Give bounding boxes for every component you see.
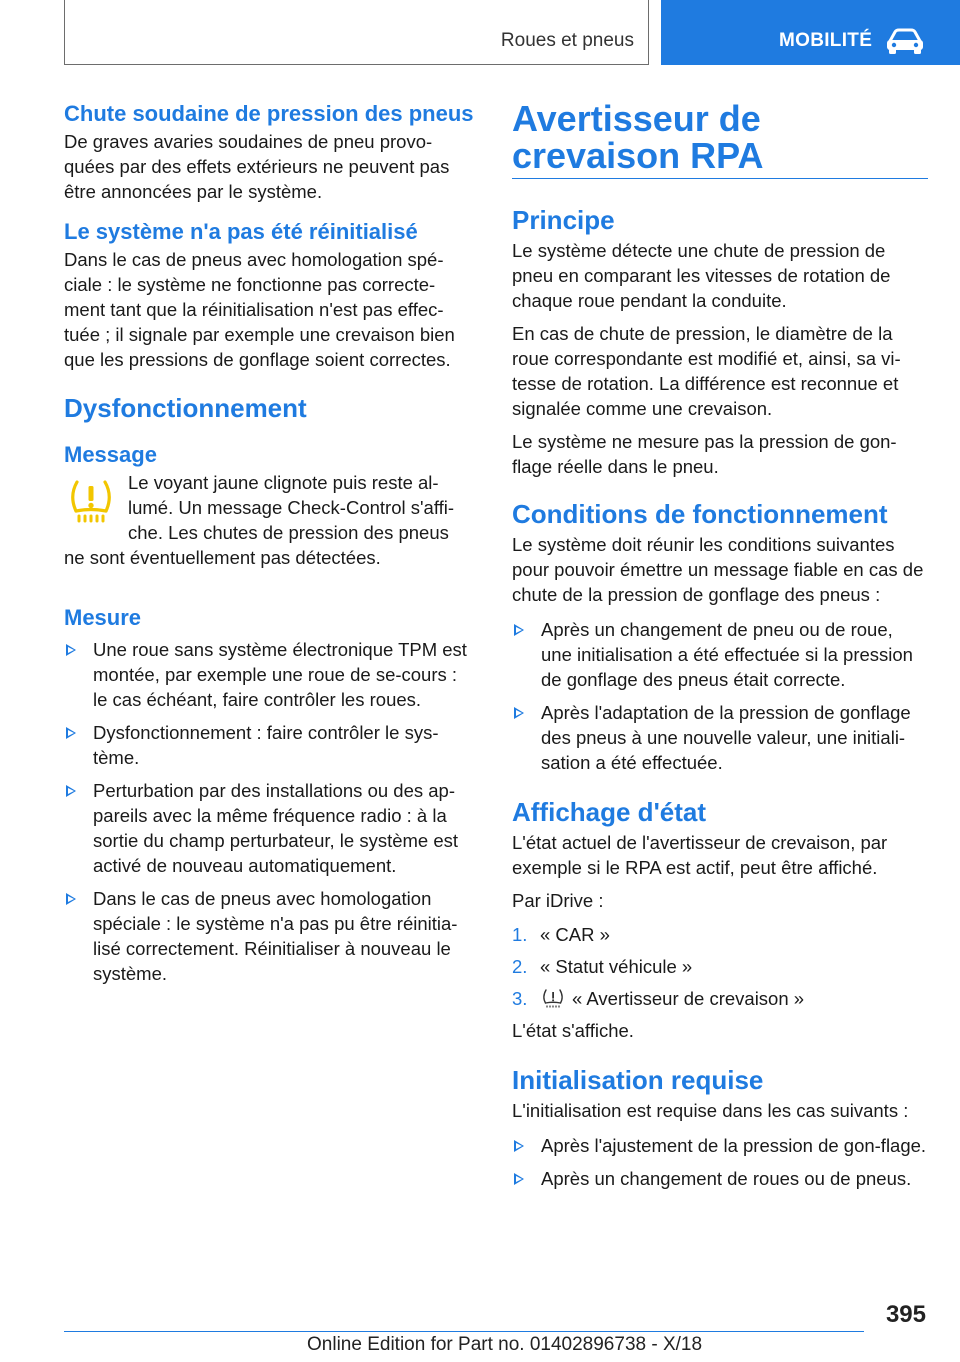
text-initialization-required: L'initialisation est requise dans les cas suivants : — [512, 1100, 909, 1121]
text-principle-3: Le système ne mesure pas la pression de gon-flage réelle dans le pneu. — [512, 431, 897, 477]
heading-message: Message — [64, 442, 157, 467]
message-line: che. Les chutes de pression des pneus — [128, 522, 449, 543]
heading-sudden-pressure-loss: Chute soudaine de pression des pneus — [64, 101, 474, 126]
heading-malfunction: Dysfonctionnement — [64, 393, 307, 423]
text-principle-1: Le système détecte une chute de pression de pneu en comparant les vitesses de rotation de chaque roue pendant la conduite. — [512, 240, 891, 311]
car-icon — [885, 26, 925, 56]
chapter-title: Avertisseur de crevaison RPA — [512, 98, 764, 176]
heading-measure: Mesure — [64, 605, 142, 630]
message-line: Le voyant jaune clignote puis reste al- — [128, 472, 439, 493]
header-chapter-label: MOBILITÉ — [779, 30, 873, 51]
tire-pressure-warning-icon — [66, 478, 116, 524]
triangle-bullet-icon — [66, 644, 76, 656]
message-line: lumé. Un message Check-Control s'affi- — [128, 497, 455, 518]
header-section-box — [64, 0, 649, 65]
heading-principle: Principe — [512, 205, 615, 235]
triangle-bullet-icon — [514, 707, 524, 719]
text-not-reset: Dans le cas de pneus avec homologation spé-ciale : le système ne fonctionne pas correcte-ment tant que la réinitialisation n'est pas effec-tuée ; il signale par exemple une crevaison bien que les pressions de gonflage soient correctes. — [64, 249, 455, 370]
list-item: Dysfonctionnement : faire contrôler le sys-tème. — [64, 720, 476, 770]
triangle-bullet-icon — [66, 785, 76, 797]
message-block — [64, 470, 476, 570]
text-sudden-pressure-loss: De graves avaries soudaines de pneu provo-quées par des effets extérieurs ne peuvent pas être annoncées par le système. — [64, 131, 450, 202]
list-item: Une roue sans système électronique TPM est montée, par exemple une roue de se-cours : le cas échéant, faire contrôler les roues. — [64, 637, 476, 712]
list-item: Après un changement de roues ou de pneus. — [512, 1166, 928, 1191]
conditions-list — [512, 617, 928, 775]
list-item: Perturbation par des installations ou des ap-pareils avec la même fréquence radio : à la sortie du champ perturbateur, le système est activé de nouveau automatiquement. — [64, 778, 476, 878]
triangle-bullet-icon — [66, 727, 76, 739]
list-item: Après l'adaptation de la pression de gonflage des pneus à une nouvelle valeur, une initiali-sation a été effectuée. — [512, 700, 928, 775]
triangle-bullet-icon — [514, 624, 524, 636]
heading-operating-conditions: Conditions de fonctionnement — [512, 499, 888, 529]
footer-edition: Online Edition for Part no. 01402896738 - X/18 — [307, 1334, 703, 1355]
list-item: 1. « CAR » — [512, 924, 610, 945]
tire-pressure-icon — [540, 988, 566, 1008]
header-section-label: Roues et pneus — [500, 30, 634, 51]
measure-list — [64, 637, 476, 986]
text-operating-conditions: Le système doit réunir les conditions suivantes pour pouvoir émettre un message fiable en cas de chute de la pression de gonflage des pneus : — [512, 534, 924, 605]
heading-not-reset: Le système n'a pas été réinitialisé — [64, 219, 418, 244]
text-principle-2: En cas de chute de pression, le diamètre de la roue correspondante est modifié et, ainsi, sa vi-tesse de rotation. La différence est reconnue et signalée comme une crevaison. — [512, 323, 901, 419]
footer-divider — [64, 1331, 864, 1332]
heading-status-display: Affichage d'état — [512, 797, 706, 827]
text-status-shown: L'état s'affiche. — [512, 1020, 634, 1041]
left-column — [64, 100, 476, 986]
triangle-bullet-icon — [514, 1173, 524, 1185]
right-column — [512, 100, 928, 1191]
chapter-title-block — [512, 100, 928, 179]
initialization-list — [512, 1133, 928, 1191]
triangle-bullet-icon — [514, 1140, 524, 1152]
list-item: Après un changement de pneu ou de roue, une initialisation a été effectuée si la pression de gonflage des pneus était correcte. — [512, 617, 928, 692]
page-number: 395 — [885, 1301, 926, 1328]
triangle-bullet-icon — [66, 893, 76, 905]
text-via-idrive: Par iDrive : — [512, 890, 604, 911]
list-item: 3. « Avertisseur de crevaison » — [512, 988, 805, 1009]
heading-initialization-required: Initialisation requise — [512, 1065, 764, 1095]
header-chapter-tab — [661, 0, 960, 65]
idrive-steps — [512, 922, 928, 1011]
list-item: Dans le cas de pneus avec homologation spéciale : le système n'a pas pu être réinitia-lisé correctement. Réinitialiser à nouveau le système. — [64, 886, 476, 986]
list-item: 2. « Statut véhicule » — [512, 956, 693, 977]
text-status-display: L'état actuel de l'avertisseur de crevaison, par exemple si le RPA est actif, peut être affiché. — [512, 832, 888, 878]
message-line: ne sont éventuellement pas détectées. — [64, 547, 381, 568]
list-item: Après l'ajustement de la pression de gon-flage. — [512, 1133, 928, 1158]
